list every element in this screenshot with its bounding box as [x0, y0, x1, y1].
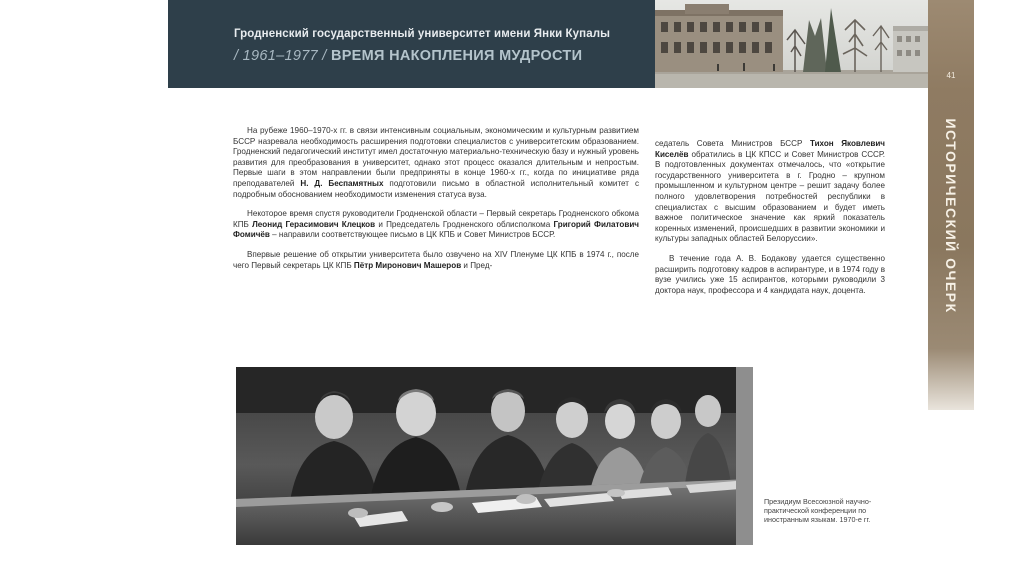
- presidium-photo: [236, 367, 753, 545]
- text-run: Впервые решение об открытии университета было озвучено на XIV Пленуме ЦК КПБ в 1974 г., после чего Первый секретарь ЦК КПБ: [233, 249, 639, 270]
- paragraph: [233, 250, 639, 271]
- text-run: подготовили письмо в областной исполнительный комитет с подробным обоснованием необходимости изменения статуса вуза.: [233, 178, 639, 199]
- text-run: обратились в ЦК КПСС и Совет Министров СССР. В подготовленных документах отмечалось, что «открытие государственного университета в г. Гродно – крупном промышленном и культурном центре – решит задачу более полного удовлетворения потребностей республики в специалистах с высшим образованием и будет иметь важное политическое значение как яркий показатель коренных изменений, происшедших в развитии экономики и культуры западных областей Белоруссии».: [655, 149, 885, 244]
- right-text-column: [655, 139, 885, 305]
- university-building-photo: [655, 0, 928, 88]
- period-title: ВРЕМЯ НАКОПЛЕНИЯ МУДРОСТИ: [330, 48, 583, 64]
- text-run: Некоторое время спустя руководители Гродненской области – Первый секретарь Гродненского обкома КПБ: [233, 209, 639, 229]
- paragraph: В течение года А. В. Бодакову удается существенно расширить подготовку кадров в аспирантуре, и в 1974 году в вузе учились уже 15 аспирантов, которыми руководили 3 доктора наук, профессора и 4 кандидата наук, доцента.: [655, 253, 885, 295]
- header-banner: [168, 0, 655, 88]
- page-number: 41: [946, 71, 956, 80]
- person-name: Тихон Яковлевич Киселёв: [655, 139, 885, 159]
- text-run: На рубеже 1960–1970-х гг. в связи интенсивным социальным, экономическим и культурным развитием БССР назревала необходимость расширения подготовки специалистов с университетским образованием. Гродненский педагогический институт имел достаточную материально-техническую базу и нужный уровень развития для преобразования в университет, однако этот процесс оказался длительным и непростым. Первые шаги в этом направлении были предприняты в конце 1960-х гг., когда по инициативе ряда преподавателей: [233, 126, 639, 188]
- photo-caption: Президиум Всесоюзной научно-практической конференции по иностранным языкам. 1970-е гг.: [764, 497, 872, 525]
- text-run: и Пред-: [461, 260, 493, 270]
- person-name: Леонид Герасимович Клецков: [252, 219, 376, 229]
- person-name: Григорий Филатович Фомичёв: [233, 219, 640, 240]
- building-illustration: [655, 0, 928, 88]
- chapter-heading: [234, 48, 582, 64]
- paragraph: [233, 126, 639, 200]
- person-name: Пётр Миронович Машеров: [353, 260, 462, 270]
- period-years: / 1961–1977 /: [234, 48, 327, 64]
- person-name: Н. Д. Беспамятных: [300, 178, 384, 188]
- text-run: и Председатель Гродненского облисполкома: [375, 219, 554, 229]
- left-text-column: [233, 126, 639, 280]
- paragraph: [233, 209, 639, 241]
- text-run: – направили соответствующее письмо в ЦК КПБ и Совет Министров БССР.: [269, 230, 556, 240]
- text-run: седатель Совета Министров БССР: [655, 139, 810, 148]
- section-label-text: ИСТОРИЧЕСКИЙ ОЧЕРК: [943, 118, 959, 314]
- paragraph: [655, 139, 885, 245]
- presidium-photo-image: [236, 367, 753, 545]
- university-name: Гродненский государственный университет имени Янки Купалы: [234, 28, 611, 40]
- section-label: [937, 112, 965, 320]
